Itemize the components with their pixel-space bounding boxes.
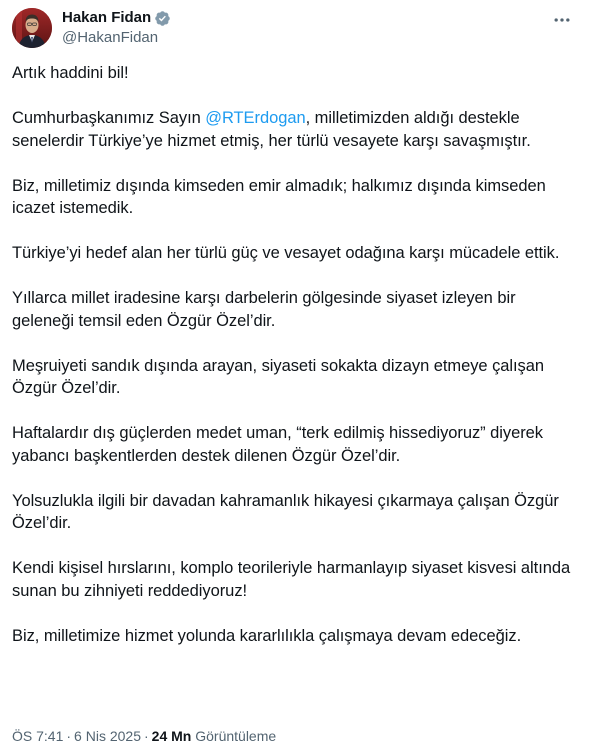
mention-link[interactable]: @RTErdogan: [205, 109, 306, 127]
meta-separator: ·: [66, 728, 72, 744]
verified-badge-icon[interactable]: [154, 10, 171, 27]
avatar[interactable]: [12, 8, 52, 48]
views-label: Görüntüleme: [195, 728, 277, 744]
tweet-paragraph-9: Kendi kişisel hırslarını, komplo teorileriyle harmanlayıp siyaset kisvesi altında sunan bu zihniyeti reddediyoruz!: [12, 559, 571, 600]
tweet-paragraph-2: [12, 107, 572, 152]
more-horizontal-icon[interactable]: [550, 8, 574, 32]
tweet-meta: [12, 727, 276, 745]
tweet-paragraph-6: Meşruiyeti sandık dışında arayan, siyaseti sokakta dizayn etmeye çalışan Özgür Özel’dir.: [12, 356, 544, 397]
tweet-paragraph-4: Türkiye’yi hedef alan her türlü güç ve vesayet odağına karşı mücadele ettik.: [12, 244, 560, 262]
tweet-text: [12, 62, 572, 670]
tweet-paragraph-7: Haftalardır dış güçlerden medet uman, “terk edilmiş hissediyoruz” diyerek yabancı başkentlerden destek dilenen Özgür Özel’dir.: [12, 424, 543, 465]
author-display-name[interactable]: Hakan Fidan: [62, 9, 152, 26]
tweet-header: [12, 6, 578, 50]
tweet-date[interactable]: 6 Nis 2025: [74, 728, 141, 744]
tweet-paragraph-10: Biz, milletimize hizmet yolunda kararlılıkla çalışmaya devam edeceğiz.: [12, 626, 522, 645]
meta-separator: ·: [143, 728, 149, 744]
tweet-paragraph-2-end: , milletimizden aldığı destekle senelerdir Türkiye’ye hizmet etmiş, her türlü vesayete karşı savaşmıştır.: [12, 109, 531, 150]
author-info: [62, 8, 171, 48]
tweet-paragraph-3: Biz, milletimiz dışında kimseden emir almadık; halkımız dışında kimseden icazet istemedik.: [12, 176, 546, 217]
tweet-paragraph-5: Yıllarca millet iradesine karşı darbelerin gölgesinde siyaset izleyen bir geleneği temsil eden Özgür Özel’dir.: [12, 289, 516, 330]
author-handle[interactable]: @HakanFidan: [62, 29, 159, 46]
name-row: [62, 8, 171, 28]
tweet-time[interactable]: ÖS 7:41: [12, 728, 64, 744]
views-count[interactable]: 24 Mn: [151, 728, 192, 744]
tweet-paragraph-1: Artık haddini bil!: [12, 64, 129, 82]
tweet-paragraph-2-start: Cumhurbaşkanımız Sayın: [12, 109, 206, 127]
tweet-paragraph-8: Yolsuzlukla ilgili bir davadan kahramanlık hikayesi çıkarmaya çalışan Özgür Özel’dir.: [12, 491, 559, 532]
